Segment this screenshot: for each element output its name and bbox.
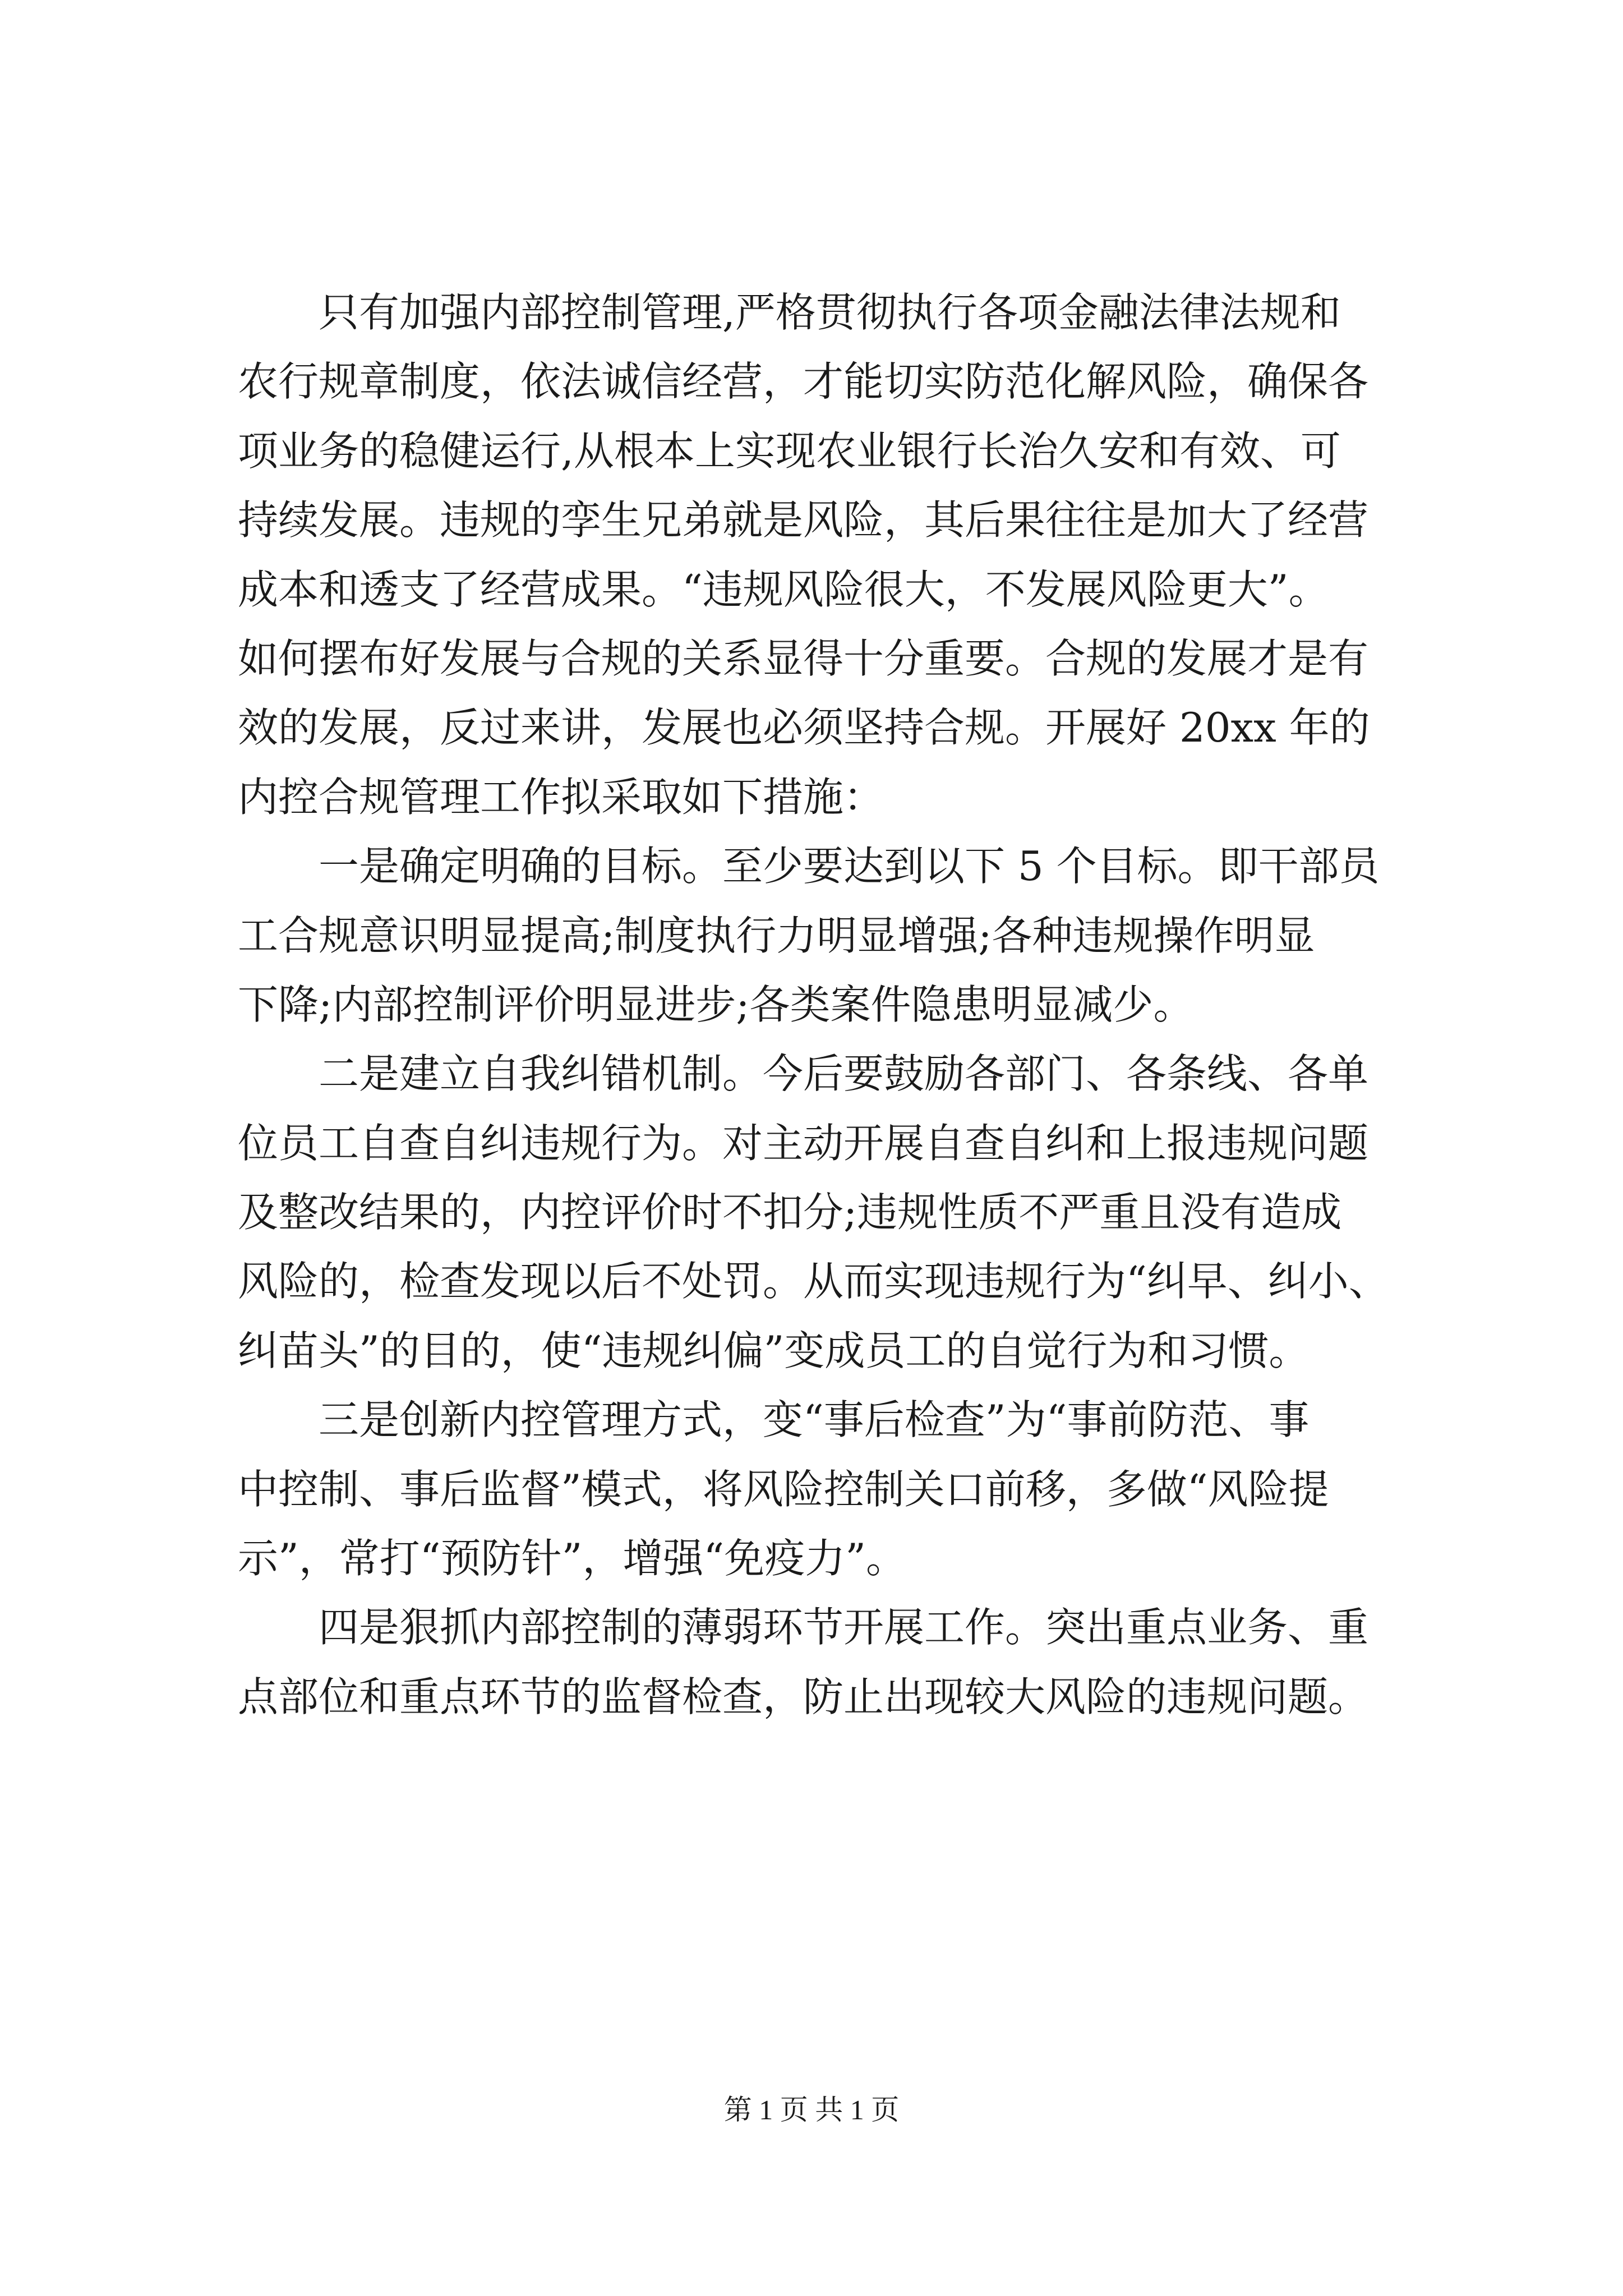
text-line: 下降;内部控制评价明显进步;各类案件隐患明显减少。 (238, 981, 1194, 1028)
text-line: 点部位和重点环节的监督检查，防止出现较大风险的违规问题。 (238, 1673, 1369, 1720)
text-line: 二是建立自我纠错机制。今后要鼓励各部门、各条线、各单 (238, 1050, 1369, 1098)
text-line: 持续发展。违规的孪生兄弟就是风险，其后果往往是加大了经营 (238, 496, 1369, 544)
text-line: 风险的，检查发现以后不处罚。从而实现违规行为“纠早、纠小、 (238, 1258, 1389, 1305)
text-line: 位员工自查自纠违规行为。对主动开展自查自纠和上报违规问题 (238, 1119, 1369, 1167)
text-line: 只有加强内部控制管理,严格贯彻执行各项金融法律法规和 (238, 289, 1341, 336)
document-body (238, 278, 1427, 1732)
page-footer: 第 1 页 共 1 页 (723, 2094, 900, 2125)
text-line: 成本和透支了经营成果。“违规风险很大，不发展风险更大”。 (238, 565, 1329, 613)
text-line: 一是确定明确的目标。至少要达到以下 5 个目标。即干部员 (238, 843, 1380, 890)
text-line: 内控合规管理工作拟采取如下措施： (238, 773, 884, 821)
text-line: 三是创新内控管理方式，变“事后检查”为“事前防范、事 (238, 1396, 1310, 1444)
text-line: 示”，常打“预防针”，增强“免疫力”。 (238, 1535, 907, 1582)
text-line: 效的发展，反过来讲，发展也必须坚持合规。开展好 20xx 年的 (238, 704, 1370, 752)
text-line: 及整改结果的，内控评价时不扣分;违规性质不严重且没有造成 (238, 1189, 1342, 1236)
text-line: 项业务的稳健运行,从根本上实现农业银行长治久安和有效、可 (238, 427, 1341, 475)
text-line: 工合规意识明显提高;制度执行力明显增强;各种违规操作明显 (238, 912, 1315, 959)
text-line: 如何摆布好发展与合规的关系显得十分重要。合规的发展才是有 (238, 634, 1369, 682)
text-line: 四是狠抓内部控制的薄弱环节开展工作。突出重点业务、重 (238, 1604, 1369, 1651)
text-line: 中控制、事后监督”模式，将风险控制关口前移，多做“风险提 (238, 1465, 1329, 1513)
text-line: 农行规章制度，依法诚信经营，才能切实防范化解风险，确保各 (238, 358, 1369, 406)
text-line: 纠苗头”的目的，使“违规纠偏”变成员工的自觉行为和习惯。 (238, 1327, 1310, 1374)
